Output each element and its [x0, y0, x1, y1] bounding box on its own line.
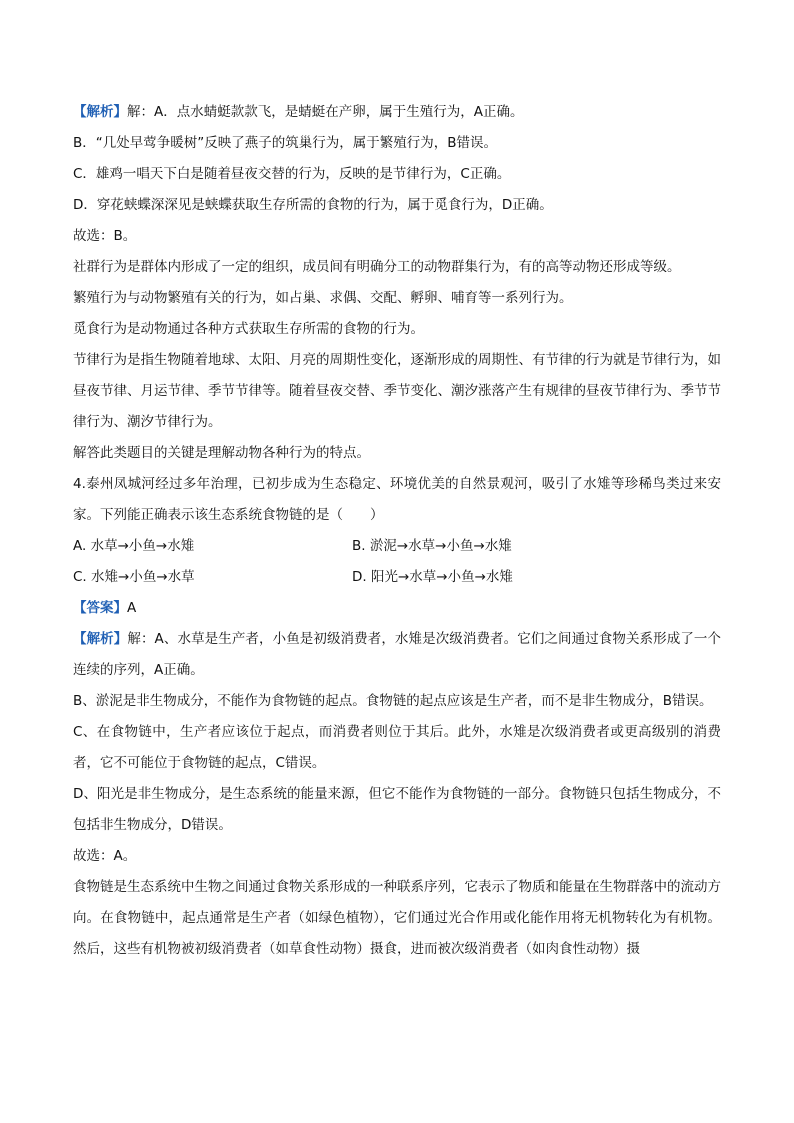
rhythm-behavior-paragraph: 节律行为是指生物随着地球、太阳、月亮的周期性变化，逐渐形成的周期性、有节律的行为就是节律行为，如昼夜节律、月运节律、季节节律等。随着昼夜交替、季节变化、潮汐涨落产生有规律的昼夜节律行为、季节节律行为、潮汐节律行为。 — [73, 352, 721, 430]
option-a: A. 水草→小鱼→水雉 — [73, 538, 195, 554]
option-b: B. 淤泥→水草→小鱼→水雉 — [352, 538, 512, 554]
answer-line — [73, 593, 721, 624]
option-c: C. 水雉→小鱼→水草 — [73, 569, 195, 585]
analysis-line-c: C．雄鸡一唱天下白是随着昼夜交替的行为，反映的是节律行为，C正确。 — [73, 166, 511, 182]
analysis-line-b: B．“几处早莺争暖树”反映了燕子的筑巢行为，属于繁殖行为，B错误。 — [73, 135, 498, 151]
social-behavior-line: 社群行为是群体内形成了一定的组织，成员间有明确分工的动物群集行为，有的高等动物还形成等级。 — [73, 259, 681, 275]
reproductive-behavior-line: 繁殖行为与动物繁殖有关的行为，如占巢、求偶、交配、孵卵、哺育等一系列行为。 — [73, 290, 573, 306]
analysis-paragraph-c: C、在食物链中，生产者应该位于起点，而消费者则位于其后。此外，水雉是次级消费者或更高级别的消费者，它不可能位于食物链的起点，C错误。 — [73, 724, 721, 771]
analysis-tag: 【解析】 — [73, 104, 127, 120]
analysis-line-d: D．穿花蛱蝶深深见是蛱蝶获取生存所需的食物的行为，属于觅食行为，D正确。 — [73, 197, 553, 213]
option-d: D. 阳光→水草→小鱼→水雉 — [352, 569, 513, 585]
answer-tag: 【答案】 — [73, 600, 127, 616]
choice-line-2: 故选：A。 — [73, 848, 137, 864]
analysis-text-a: 解：A．点水蜻蜓款款飞，是蜻蜓在产卵，属于生殖行为，A正确。 — [127, 104, 524, 120]
food-chain-paragraph: 食物链是生态系统中生物之间通过食物关系形成的一种联系序列，它表示了物质和能量在生物群落中的流动方向。在食物链中，起点通常是生产者（如绿色植物），它们通过光合作用或化能作用将无机物转化为有机物。然后，这些有机物被初级消费者（如草食性动物）摄食，进而被次级消费者（如肉食性动物）摄 — [73, 879, 721, 957]
analysis-paragraph-a — [73, 624, 721, 686]
key-point-line: 解答此类题目的关键是理解动物各种行为的特点。 — [73, 445, 370, 461]
foraging-behavior-line: 觅食行为是动物通过各种方式获取生存所需的食物的行为。 — [73, 321, 424, 337]
question-4-stem: 4.泰州凤城河经过多年治理，已初步成为生态稳定、环境优美的自然景观河，吸引了水雉等珍稀鸟类过来安家。下列能正确表示该生态系统食物链的是（ ） — [73, 476, 721, 523]
options-row-2 — [73, 562, 721, 593]
analysis-line-a — [73, 97, 721, 128]
analysis-paragraph-b: B、淤泥是非生物成分，不能作为食物链的起点。食物链的起点应该是生产者，而不是非生物成分，B错误。 — [73, 693, 713, 709]
options-row-1 — [73, 531, 721, 562]
analysis-text-2a: 解：A、水草是生产者，小鱼是初级消费者，水雉是次级消费者。它们之间通过食物关系形成了一个连续的序列，A正确。 — [73, 631, 722, 678]
choice-line: 故选：B。 — [73, 228, 137, 244]
page-content — [73, 97, 721, 965]
analysis-paragraph-d: D、阳光是非生物成分，是生态系统的能量来源，但它不能作为食物链的一部分。食物链只包括生物成分，不包括非生物成分，D错误。 — [73, 786, 721, 833]
analysis-tag-2: 【解析】 — [73, 631, 128, 647]
answer-value: A — [127, 600, 137, 616]
